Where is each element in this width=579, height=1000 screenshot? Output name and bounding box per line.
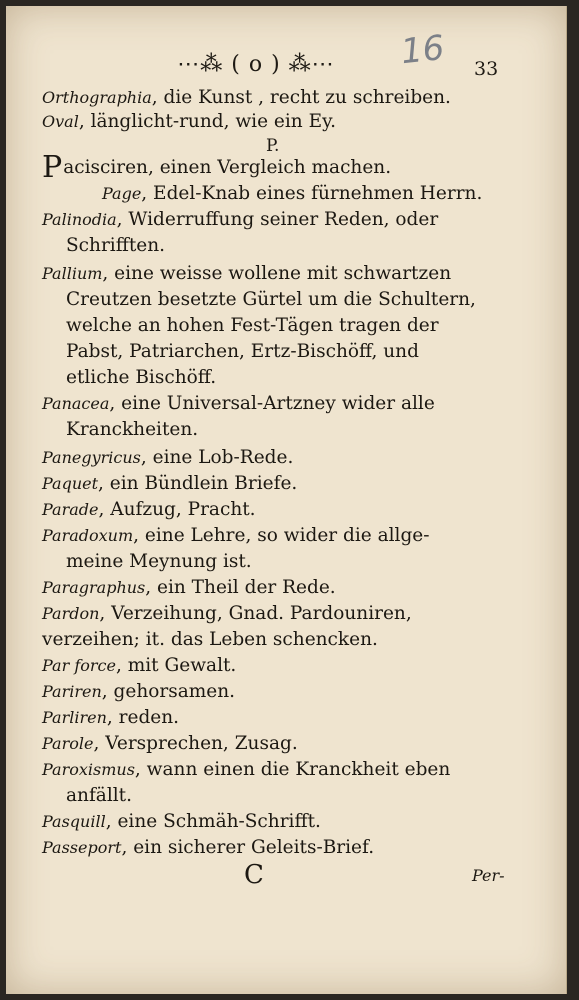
book-page — [6, 6, 567, 994]
entry-line: etliche Bischöff. — [66, 367, 217, 388]
entry-line: Paquet, ein Bündlein Briefe. — [42, 473, 298, 494]
entry-line: welche an hohen Fest-Tägen tragen der — [66, 315, 439, 336]
entry-line: Pabst, Patriarchen, Ertz-Bischöff, und — [66, 341, 419, 362]
entry-line: anfällt. — [66, 785, 132, 806]
entry-line: Palinodia, Widerruffung seiner Reden, oder — [42, 209, 439, 230]
entry-line: Parade, Aufzug, Pracht. — [42, 499, 256, 520]
entry-line: Pardon, Verzeihung, Gnad. Pardouniren, — [42, 603, 412, 624]
section-letter: P. — [266, 136, 280, 156]
entry-line: Panacea, eine Universal-Artzney wider alle — [42, 393, 435, 414]
page-number: 33 — [474, 58, 499, 80]
entry-line: Paragraphus, ein Theil der Rede. — [42, 577, 336, 598]
entry-line: Pacisciren, einen Vergleich machen. — [42, 150, 392, 185]
entry-line: Orthographia, die Kunst , recht zu schreiben. — [42, 87, 451, 108]
entry-line: Par force, mit Gewalt. — [42, 655, 237, 676]
entry-line: Page, Edel-Knab eines fürnehmen Herrn. — [102, 183, 483, 204]
entry-line: meine Meynung ist. — [66, 551, 252, 572]
entry-line: Parliren, reden. — [42, 707, 180, 728]
page-header — [6, 27, 566, 90]
entry-line: Creutzen besetzte Gürtel um die Schultern, — [66, 289, 476, 310]
entry-line: verzeihen; it. das Leben schencken. — [42, 629, 378, 650]
catchword: Per- — [472, 866, 505, 885]
entry-line: Paradoxum, eine Lehre, so wider die allge- — [42, 525, 430, 546]
entry-line: Kranckheiten. — [66, 419, 199, 440]
entry-line: Oval, länglicht-rund, wie ein Ey. — [42, 111, 336, 132]
header-ornament: ⋯⁂ ( o ) ⁂⋯ — [177, 52, 335, 77]
entry-line: Pallium, eine weisse wollene mit schwartzen — [42, 263, 452, 284]
entry-line: Passeport, ein sicherer Geleits-Brief. — [42, 837, 375, 858]
drop-cap: P — [42, 150, 63, 185]
entry-line: Panegyricus, eine Lob-Rede. — [42, 447, 294, 468]
signature-mark: C — [244, 860, 264, 890]
entry-line: Schrifften. — [66, 235, 166, 256]
entry-line: Pariren, gehorsamen. — [42, 681, 236, 702]
entry-line: Paroxismus, wann einen die Kranckheit eben — [42, 759, 451, 780]
entry-line: Pasquill, eine Schmäh-Schrifft. — [42, 811, 321, 832]
entry-line: Parole, Versprechen, Zusag. — [42, 733, 298, 754]
handwritten-number: 16 — [399, 27, 447, 73]
